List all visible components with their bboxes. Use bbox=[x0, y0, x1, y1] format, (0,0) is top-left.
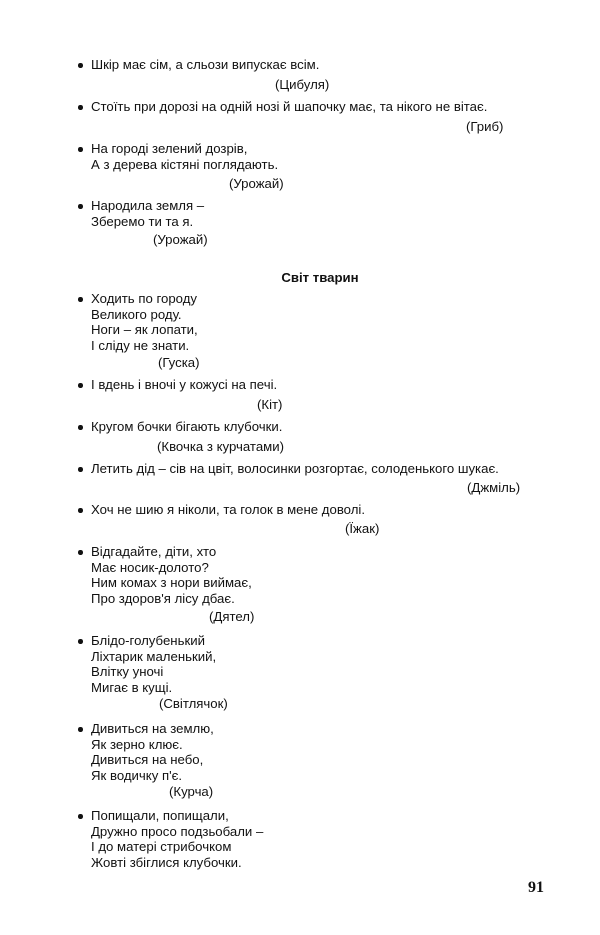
riddle-line: Стоїть при дорозі на одній нозі й шапочку має, та нікого не вітає. bbox=[91, 99, 488, 114]
riddle-line: І сліду не знати. bbox=[91, 337, 190, 353]
riddle-line: Великого роду. bbox=[91, 306, 182, 322]
riddle-line: Зберемо ти та я. bbox=[91, 213, 194, 229]
riddle-answer: (Кіт) bbox=[257, 397, 283, 412]
riddle-line: Шкір має сім, а сльози випускає всім. bbox=[91, 57, 320, 72]
riddle-line: Летить дід – сів на цвіт, волосинки розгортає, солоденького шукає. bbox=[91, 461, 499, 476]
riddle-item bbox=[76, 99, 487, 115]
riddle-line: Народила земля – bbox=[91, 198, 205, 213]
riddle-line: Ноги – як лопати, bbox=[91, 322, 198, 337]
riddle-answer: (Урожай) bbox=[153, 232, 208, 247]
riddle-line: Як зерно клює. bbox=[91, 736, 183, 752]
riddle-item bbox=[76, 377, 277, 393]
riddle-line: Мигає в кущі. bbox=[91, 679, 173, 695]
riddle-line: На городі зелений дозрів, bbox=[91, 141, 248, 156]
riddle-line: Дивиться на землю, bbox=[91, 721, 214, 736]
riddle-line: Ліхтарик маленький, bbox=[91, 648, 217, 664]
riddle-line: Як водичку п'є. bbox=[91, 767, 183, 783]
page-number: 91 bbox=[528, 879, 544, 896]
riddle-line: І вдень і вночі у кожусі на печі. bbox=[91, 377, 278, 392]
riddle-item bbox=[76, 419, 282, 435]
riddle-item bbox=[76, 721, 214, 783]
riddle-answer: (Цибуля) bbox=[275, 77, 330, 92]
riddle-answer: (Курча) bbox=[169, 784, 214, 799]
riddle-line: Дружно просо подзьобали – bbox=[91, 823, 264, 839]
riddle-line: Влітку уночі bbox=[91, 664, 164, 679]
riddle-line: Попищали, попищали, bbox=[91, 808, 229, 823]
riddle-answer: (Квочка з курчатами) bbox=[157, 439, 284, 454]
section-title: Світ тварин bbox=[281, 270, 359, 285]
riddle-line: Про здоров'я лісу дбає. bbox=[91, 590, 235, 606]
riddle-item bbox=[76, 502, 365, 518]
riddle-line: І до матері стрибочком bbox=[91, 839, 232, 854]
riddle-item bbox=[76, 808, 263, 870]
riddle-line: Жовті збіглися клубочки. bbox=[91, 854, 242, 870]
riddle-item bbox=[76, 57, 319, 73]
riddle-answer: (Їжак) bbox=[345, 521, 380, 536]
riddle-item bbox=[76, 633, 216, 695]
riddle-line: Має носик-долото? bbox=[91, 559, 209, 575]
riddle-answer: (Дятел) bbox=[209, 609, 255, 624]
riddle-line: Ходить по городу bbox=[91, 291, 197, 306]
riddle-answer: (Урожай) bbox=[229, 176, 284, 191]
riddle-answer: (Джміль) bbox=[467, 480, 521, 495]
riddle-answer: (Гуска) bbox=[158, 355, 200, 370]
riddle-answer: (Гриб) bbox=[466, 119, 504, 134]
riddle-item bbox=[76, 198, 204, 229]
riddle-item bbox=[76, 141, 278, 172]
riddle-line: А з дерева кістяні поглядають. bbox=[91, 156, 279, 172]
riddle-line: Кругом бочки бігають клубочки. bbox=[91, 419, 283, 434]
riddle-line: Хоч не шию я ніколи, та голок в мене доволі. bbox=[91, 502, 366, 517]
riddle-item bbox=[76, 461, 499, 477]
riddle-item bbox=[76, 544, 252, 606]
riddle-line: Дивиться на небо, bbox=[91, 752, 204, 767]
riddle-answer: (Світлячок) bbox=[159, 696, 228, 711]
riddle-line: Ним комах з нори виймає, bbox=[91, 575, 252, 590]
riddle-line: Відгадайте, діти, хто bbox=[91, 544, 217, 559]
riddle-item bbox=[76, 291, 198, 353]
riddle-line: Блідо-голубенький bbox=[91, 633, 205, 648]
